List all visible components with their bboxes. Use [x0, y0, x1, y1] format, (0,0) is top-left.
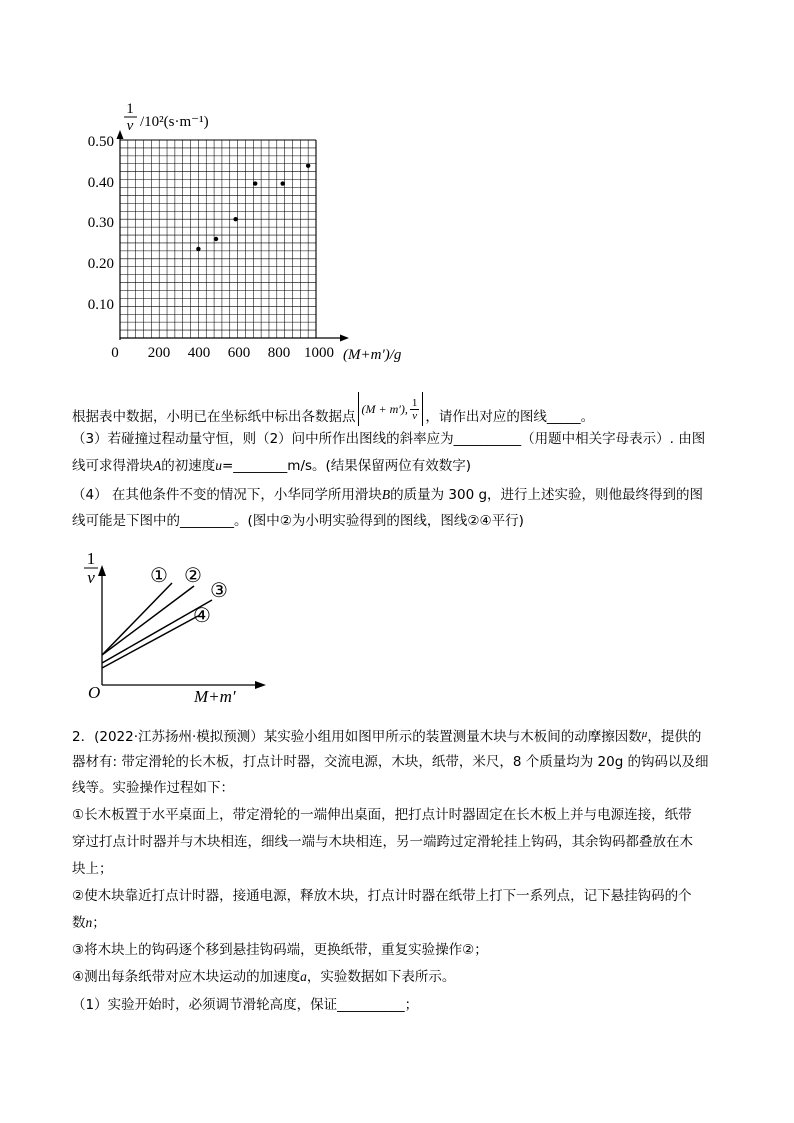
q2-line-8: [72, 913, 732, 933]
scatter-graph: [70, 95, 402, 370]
text-segment: ④测出每条纸带对应木块运动的加速度: [72, 969, 301, 985]
line-2-label: ②: [184, 565, 202, 587]
frac-num: 1: [411, 396, 418, 409]
q2-line-1: [72, 724, 732, 747]
graph1-ylabel-unit: /10²(s·m⁻¹): [140, 114, 209, 130]
y-tick-labels: [88, 134, 114, 313]
line-1-label: ①: [150, 565, 168, 587]
text-segment: 数: [72, 915, 86, 931]
x-tick-label: 800: [267, 345, 291, 361]
line-2: [102, 586, 194, 655]
data-point: [196, 247, 200, 251]
origin-label: O: [88, 683, 101, 702]
y-tick-label: 0.40: [87, 175, 114, 191]
graph2-ylabel-den: v: [87, 568, 95, 587]
line-q3: （3）若碰撞过程动量守恒，则（2）问中所作出图线的斜率应为__________（用题中相关字母表示）. 由图: [72, 431, 706, 447]
line-q4: [72, 485, 732, 505]
y-tick-label: 0.20: [87, 256, 114, 272]
bracket-content: (M + m′),: [361, 402, 408, 416]
text-segment: 2．(2022·江苏扬州·模拟预测）某实验小组用如图甲所示的装置测量木块与木板间的动摩擦因数: [72, 729, 642, 745]
graph1-xlabel: (M+m′)/g: [343, 347, 402, 363]
graph2-ylabel-num: 1: [86, 549, 96, 568]
var-n: n: [85, 915, 93, 930]
line-1: [102, 583, 172, 655]
x-tick-label: 400: [187, 345, 211, 361]
data-point: [306, 164, 310, 168]
lines-graph: [80, 543, 270, 708]
q2-line-6: 块上；: [72, 861, 113, 877]
q2-line-5: 穿过打点计时器并与木块相连，细线一端与木块相连，另一端跨过定滑轮挂上钩码，其余钩码都叠放在木: [72, 834, 693, 850]
data-point: [233, 217, 237, 221]
q2-line-3: 线等。实验操作过程如下：: [72, 780, 234, 796]
graph2-xlabel: M+m′: [194, 687, 236, 706]
var-a: a: [300, 969, 307, 984]
data-point: [214, 237, 218, 241]
text-segment: 线可求得滑块: [72, 458, 153, 474]
y-tick-label: 0.30: [87, 215, 114, 231]
q2-line-9: ③将木块上的钩码逐个移到悬挂钩码端，更换纸带，重复实验操作②；: [72, 942, 488, 958]
text-segment: ；: [92, 915, 106, 931]
line-4-label: ④: [193, 605, 211, 627]
q2-line-10: [72, 967, 732, 987]
x-tick-label: 200: [147, 345, 171, 361]
x-tick-label: 600: [227, 345, 251, 361]
var-mu: μ: [641, 728, 648, 740]
text-segment: （4） 在其他条件不变的情况下，小华同学所用滑块: [72, 487, 382, 503]
x-tick-label: 0: [111, 345, 119, 361]
q2-line-11: （1）实验开始时，必须调节滑轮高度，保证__________；: [72, 997, 419, 1013]
q2-line-2: 器材有: 带定滑轮的长木板，打点计时器，交流电源，木块，纸带，米尺，8 个质量均为 20g 的钩码以及细: [72, 754, 709, 770]
data-point: [253, 181, 257, 185]
q2-line-4: ①长木板置于水平桌面上，带定滑轮的一端伸出桌面，把打点计时器固定在长木板上并与电源连接，纸带: [72, 807, 692, 823]
x-tick-labels: [111, 345, 334, 361]
text-segment: 的初速度: [161, 458, 216, 474]
text-segment: 的质量为 300 g，进行上述实验，则他最终得到的图: [390, 487, 704, 503]
q2-line-7: ②使木块靠近打点计时器，接通电源，释放木块，打点计时器在纸带上打下一系列点，记下悬挂钩码的个: [72, 888, 692, 904]
line-q3-velocity: [72, 456, 732, 476]
text-segment: =________m/s。(结果保留两位有效数字): [222, 458, 472, 474]
graph1-ylabel-den: v: [126, 118, 134, 134]
text-segment: ，提供的: [647, 729, 702, 745]
line-q4-cont: 线可能是下图中的________。(图中②为小明实验得到的图线，图线②④平行): [72, 513, 524, 529]
text-segment: ，请作出对应的图线_____。: [425, 409, 595, 425]
text-segment: 根据表中数据，小明已在坐标纸中标出各数据点: [72, 409, 356, 425]
point-notation: [358, 392, 424, 426]
x-tick-label: 1000: [304, 345, 334, 361]
var-A: A: [153, 458, 162, 473]
y-tick-label: 0.10: [87, 297, 114, 313]
graph1-ylabel-num: 1: [126, 101, 134, 117]
var-B: B: [381, 487, 391, 502]
y-tick-label: 0.50: [87, 134, 114, 150]
text-segment: ，实验数据如下表所示。: [306, 969, 456, 985]
frac-den: v: [412, 409, 418, 422]
line-3-label: ③: [210, 580, 228, 602]
data-point: [280, 181, 284, 185]
var-u: u: [215, 458, 222, 473]
line-4: [102, 616, 198, 668]
